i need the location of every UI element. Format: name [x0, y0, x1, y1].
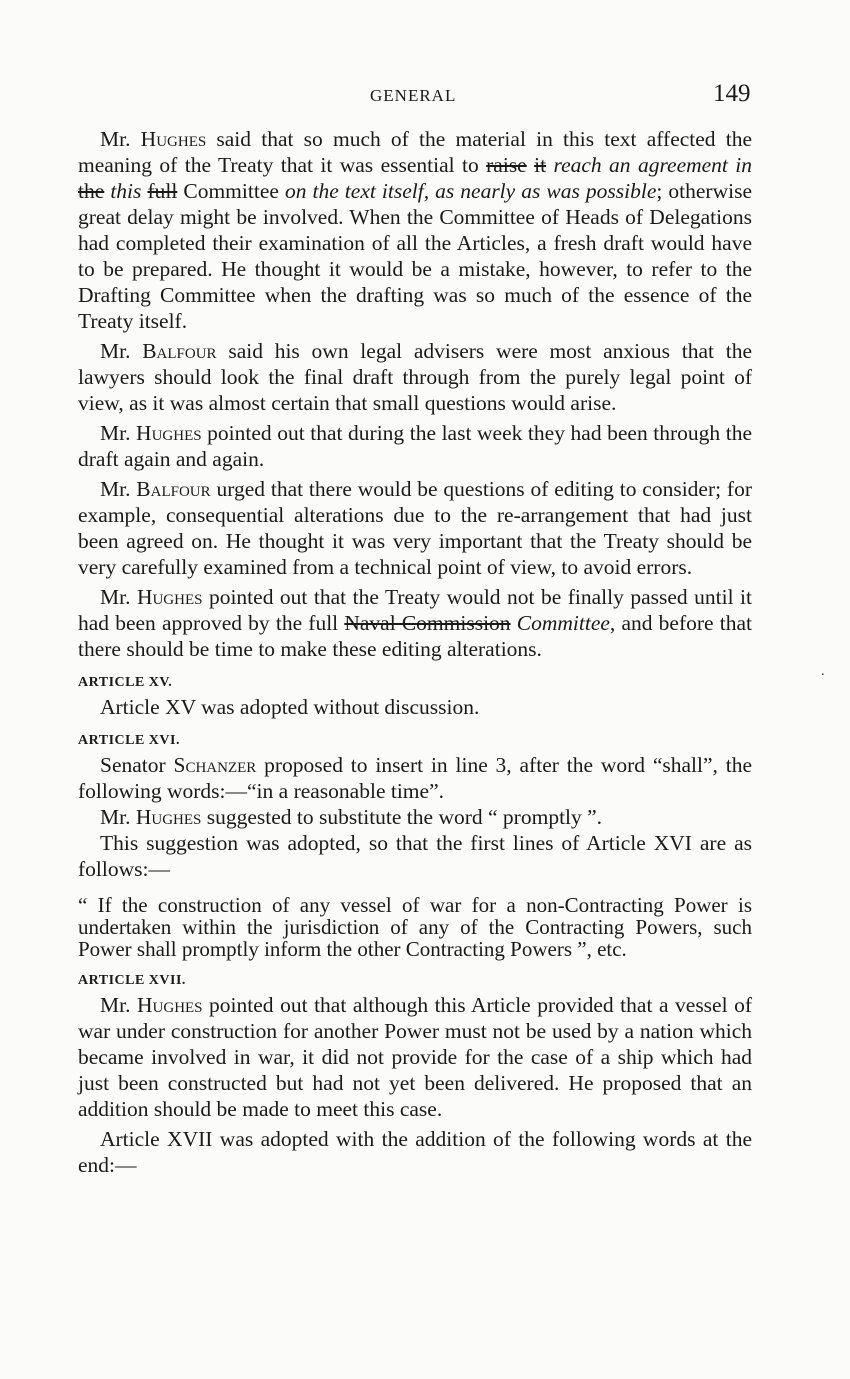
paragraph-schanzer — [78, 752, 752, 804]
paragraph-hughes-vessel — [78, 992, 752, 1122]
article-xv-heading: ARTICLE XV. — [78, 675, 173, 690]
text-run: Mr. — [100, 339, 143, 363]
struck-text: Naval Commission — [344, 611, 511, 635]
speaker-name: Schanzer — [173, 753, 257, 777]
article-xvi-quotation: “ If the construction of any vessel of war for a non-Contracting Power is undertaken within the jurisdiction of any of the Contracting Powers, such Power shall promptly inform the other Contracting Powers ”, etc. — [78, 893, 752, 961]
running-head: GENERAL — [370, 86, 457, 105]
inserted-text: reach an agreement in — [553, 153, 753, 177]
paragraph-article-xvii-adopted: Article XVII was adopted with the addition of the following words at the end:— — [78, 1127, 752, 1177]
text-run: Committee — [177, 179, 285, 203]
struck-word: full — [147, 179, 178, 203]
text-run: suggested to substitute the word “ promptly ”. — [201, 805, 603, 829]
struck-word: raise — [486, 153, 527, 177]
speaker-name: Balfour — [136, 477, 211, 501]
paragraph-suggestion-adopted: This suggestion was adopted, so that the first lines of Article XVI are as follows:— — [78, 831, 752, 881]
paragraph-hughes-committee — [78, 584, 752, 662]
inserted-text: this — [110, 179, 142, 203]
page-number: 149 — [713, 80, 751, 107]
speaker-name: Balfour — [142, 339, 217, 363]
text-run: Mr. — [100, 805, 136, 829]
article-xvii-heading: ARTICLE XVII. — [78, 973, 186, 988]
text-run: pointed out that although this Article provided that a vessel of war under construction for another Power must not be used by a nation which became involved in war, it did not provide for the case of a ship which had just been constructed but had not yet been delivered. He proposed that an addition should be made to meet this case. — [78, 993, 753, 1121]
text-run: Mr. — [100, 421, 137, 445]
paragraph-hughes-promptly — [78, 804, 752, 830]
stray-mark: . — [821, 664, 825, 679]
text-run: Mr. — [100, 477, 137, 501]
paragraph-hughes-text — [78, 126, 752, 334]
speaker-name: Hughes — [135, 805, 202, 829]
article-xv-text: Article XV was adopted without discussion. — [100, 695, 480, 719]
text-run: Mr. — [100, 993, 137, 1017]
paragraph-balfour-editing — [78, 476, 752, 580]
speaker-name: Hughes — [140, 127, 207, 151]
text-run — [546, 153, 553, 177]
text-run: said his own legal advisers were most anxious that the lawyers should look the final draft through from the purely legal point of view, as it was almost certain that small questions would arise. — [78, 339, 752, 415]
struck-word: it — [534, 153, 547, 177]
text-run: , and before that there should be time to make these editing alterations. — [78, 611, 753, 661]
text-run: Mr. — [100, 127, 141, 151]
text-run: urged that there would be questions of editing to consider; for example, consequential alterations due to the re-arrangement that had just been agreed on. He thought it was very important that the Treaty should be very carefully examined from a technical point of view, to avoid errors. — [78, 477, 752, 579]
body-text — [78, 126, 752, 1182]
inserted-text: on the text itself, as nearly as was possible — [284, 179, 657, 203]
text-run: Senator — [100, 753, 174, 777]
text-run: ; otherwise great delay might be involved. When the Committee of Heads of Delegations had completed their examination of all the Articles, a fresh draft would have to be prepared. He thought it would be a mistake, however, to refer to the Drafting Committee when the drafting was so much of the essence of the Treaty itself. — [78, 179, 752, 333]
paragraph-balfour-advisers — [78, 338, 752, 416]
text-run: pointed out that during the last week they had been through the draft again and again. — [78, 421, 752, 471]
inserted-text: Committee — [516, 611, 610, 635]
speaker-name: Hughes — [136, 421, 202, 445]
text-run: Mr. — [100, 585, 137, 609]
text-run: said that so much of the material in this text affected the meaning of the Treaty that it was essential to — [78, 127, 753, 177]
text-run: pointed out that the Treaty would not be finally passed until it had been approved by the full — [78, 585, 752, 635]
speaker-name: Hughes — [136, 585, 203, 609]
speaker-name: Hughes — [137, 993, 203, 1017]
article-xvi-heading: ARTICLE XVI. — [78, 733, 180, 748]
struck-word: the — [78, 179, 105, 203]
text-run: proposed to insert in line 3, after the word “shall”, the following words:—“in a reasonable time”. — [78, 753, 752, 803]
paragraph-hughes-draft — [78, 420, 752, 472]
